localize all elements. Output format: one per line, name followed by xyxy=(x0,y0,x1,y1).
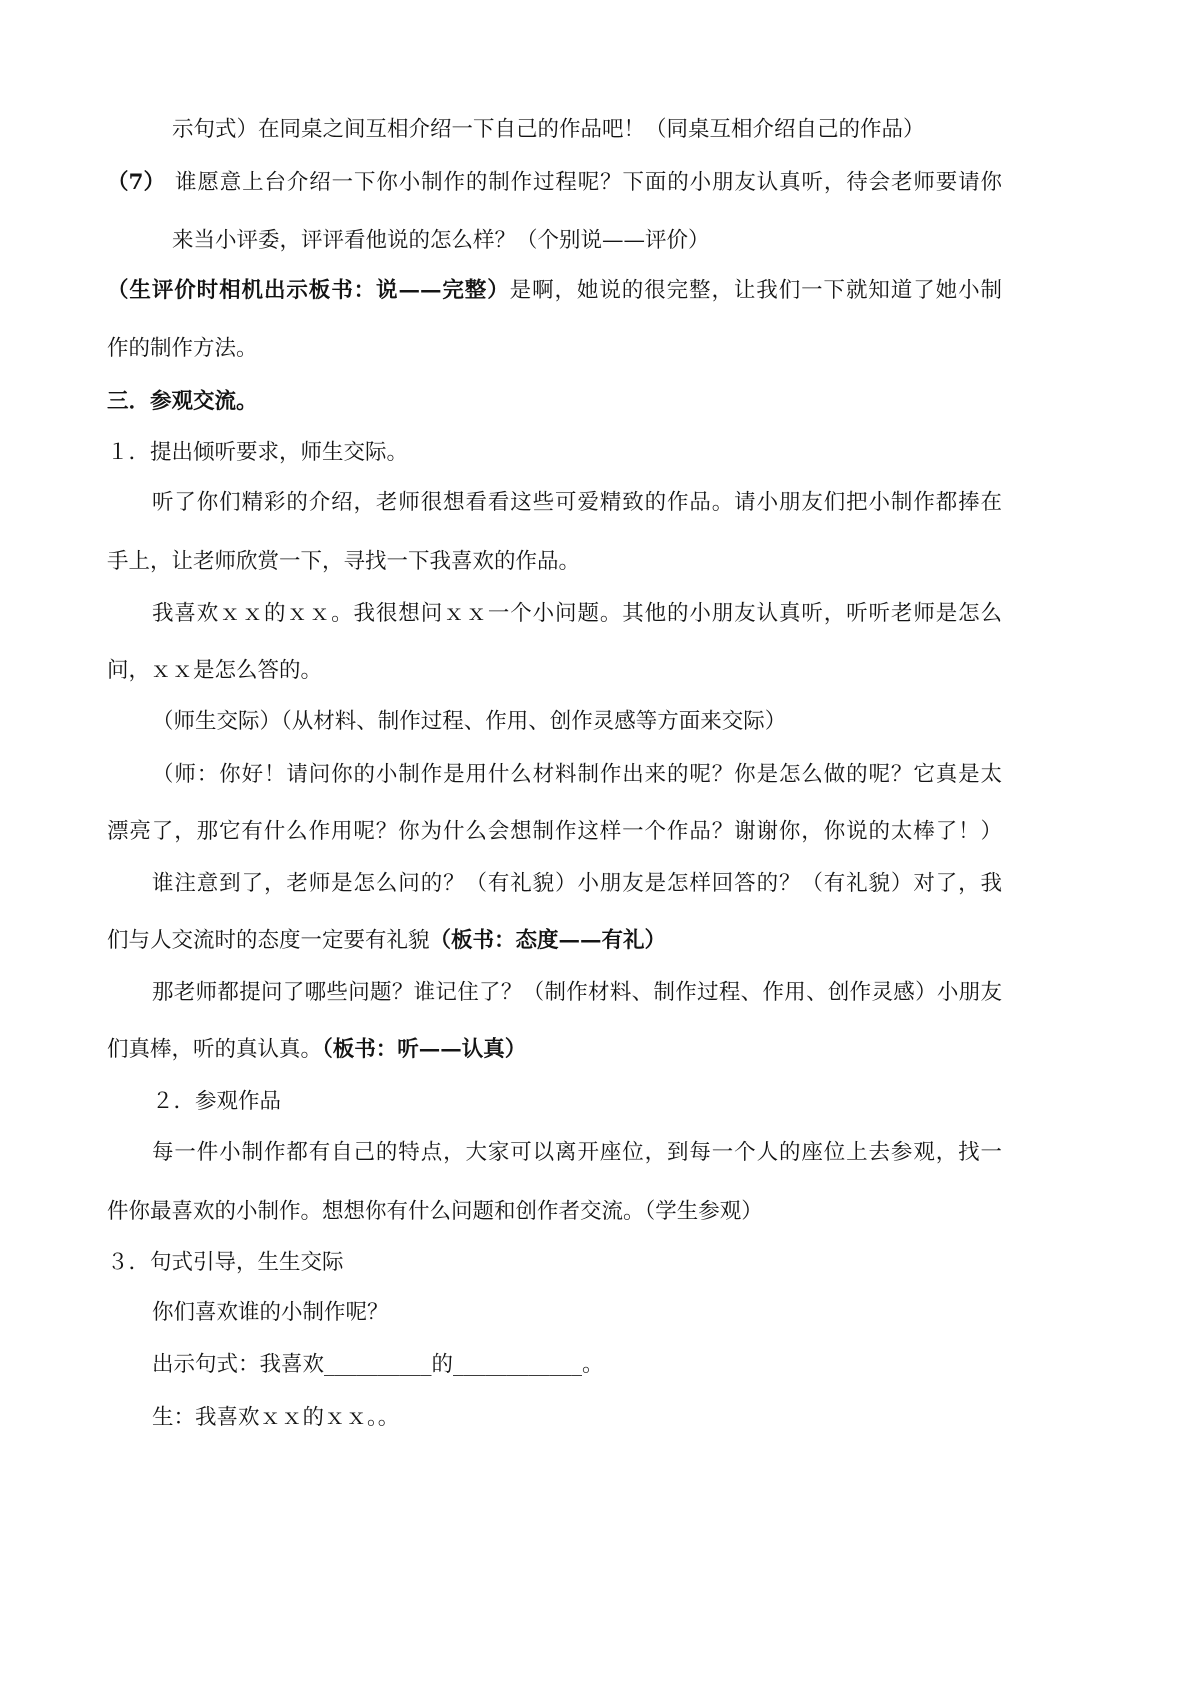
text-line: 生：我喜欢ｘｘ的ｘｘ。。 xyxy=(152,1405,400,1430)
text-line: 谁愿意上台介绍一下你小制作的制作过程呢？下面的小朋友认真听，待会老师要请你 xyxy=(175,170,1002,195)
text-line: 我喜欢ｘｘ的ｘｘ。我很想问ｘｘ一个小问题。其他的小朋友认真听，听听老师是怎么 xyxy=(152,601,1002,626)
text-line: 那老师都提问了哪些问题？谁记住了？（制作材料、制作过程、作用、创作灵感）小朋友 xyxy=(152,980,1002,1005)
line-text: 是啊，她说的很完整，让我们一下就知道了她小制 xyxy=(509,278,1002,303)
text-line: （师：你好！请问你的小制作是用什么材料制作出来的呢？你是怎么做的呢？它真是太 xyxy=(152,762,1002,787)
section-heading: 三．参观交流。 xyxy=(107,389,258,414)
text-line: 问，ｘｘ是怎么答的。 xyxy=(107,658,323,683)
text-line xyxy=(107,928,666,954)
text-line: 听了你们精彩的介绍，老师很想看看这些可爱精致的作品。请小朋友们把小制作都捧在 xyxy=(152,490,1002,515)
text-line: 谁注意到了，老师是怎么问的？（有礼貌）小朋友是怎样回答的？（有礼貌）对了，我 xyxy=(152,871,1002,896)
line-text: 们与人交流时的态度一定要有礼貌 xyxy=(107,928,430,953)
text-line: （师生交际）（从材料、制作过程、作用、创作灵感等方面来交际） xyxy=(152,709,787,734)
sentence-pattern: 出示句式：我喜欢__________的____________。 xyxy=(152,1352,604,1377)
text-line: 每一件小制作都有自己的特点，大家可以离开座位，到每一个人的座位上去参观，找一 xyxy=(152,1140,1002,1165)
text-line xyxy=(107,1037,526,1063)
step-heading: １．提出倾听要求，师生交际。 xyxy=(107,440,409,465)
board-note: （板书：听——认真） xyxy=(322,1037,527,1062)
text-line: 漂亮了，那它有什么作用呢？你为什么会想制作这样一个作品？谢谢你，你说的太棒了！） xyxy=(107,819,1002,844)
text-line xyxy=(107,278,1002,304)
step-heading: ２．参观作品 xyxy=(152,1089,282,1114)
line-text: 们真棒，听的真认真。 xyxy=(107,1037,323,1062)
list-number: （7） xyxy=(107,170,165,195)
board-note: （生评价时相机出示板书：说——完整） xyxy=(107,278,510,303)
text-line: 手上，让老师欣赏一下，寻找一下我喜欢的作品。 xyxy=(107,549,581,574)
text-line: 作的制作方法。 xyxy=(107,336,258,361)
text-line: 示句式）在同桌之间互相介绍一下自己的作品吧！（同桌互相介绍自己的作品） xyxy=(172,117,925,142)
text-line: 来当小评委，评评看他说的怎么样？（个别说——评价） xyxy=(172,228,710,253)
step-heading: ３．句式引导，生生交际 xyxy=(107,1250,344,1275)
text-line: 你们喜欢谁的小制作呢？ xyxy=(152,1300,389,1325)
board-note: （板书：态度——有礼） xyxy=(429,928,667,953)
text-line: 件你最喜欢的小制作。想想你有什么问题和创作者交流。（学生参观） xyxy=(107,1199,763,1224)
